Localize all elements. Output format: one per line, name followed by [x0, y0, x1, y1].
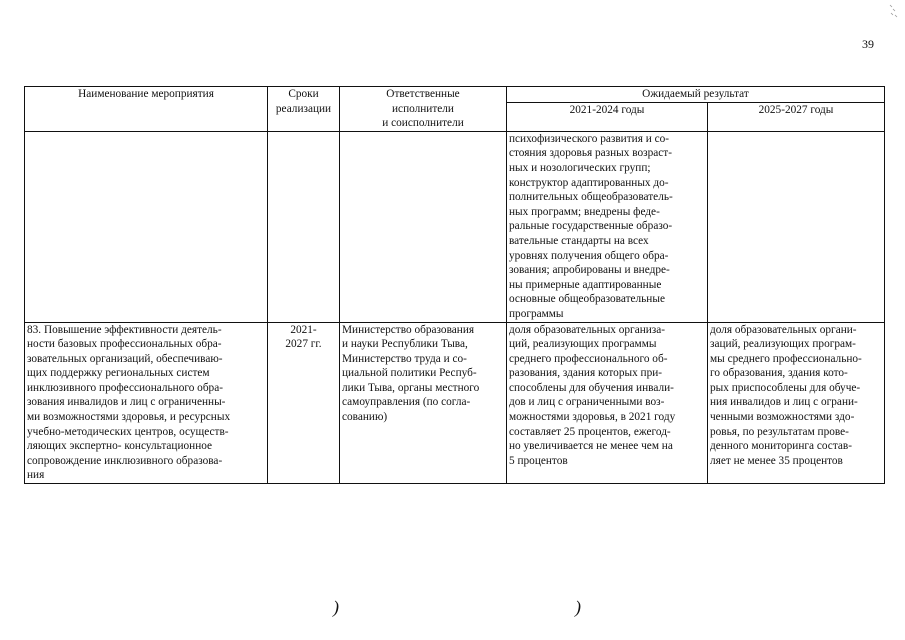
pen-mark-left: ) — [333, 597, 339, 617]
page-number: 39 — [862, 37, 874, 51]
cell-terms: 2021- 2027 гг. — [268, 322, 340, 484]
cell-result-2021-2024: доля образовательных организа- ций, реализующих программы среднего профессионального об- разования, здания которых при- способлены для обучения инвали- дов и лиц с ограниченными воз- можностями здоровья, в 2021 году составляет 25 процентов, ежегод- но увеличивается не менее чем на 5 процентов — [507, 322, 708, 484]
scan-artifact-icon — [888, 4, 898, 18]
pen-mark-right: ) — [575, 597, 581, 617]
activities-table — [24, 86, 885, 484]
table-row-83 — [25, 322, 885, 484]
cell-terms — [268, 131, 340, 322]
header-responsible: Ответственные исполнители и соисполнители — [340, 87, 507, 132]
header-expected-result: Ожидаемый результат — [507, 87, 885, 103]
header-period-2025-2027: 2025-2027 годы — [708, 103, 885, 132]
cell-responsible — [340, 131, 507, 322]
header-row — [25, 87, 885, 103]
header-terms: Сроки реализации — [268, 87, 340, 132]
header-name: Наименование мероприятия — [25, 87, 268, 132]
table-row-continuation — [25, 131, 885, 322]
cell-responsible: Министерство образования и науки Республики Тыва, Министерство труда и со- циальной политики Респуб- лики Тыва, органы местного самоуправления (по согла- сованию) — [340, 322, 507, 484]
cell-result-2025-2027: доля образовательных органи- заций, реализующих програм- мы среднего профессионально- го образования, здания кото- рых приспособлены для обуче- ния инвалидов и лиц с ограни- ченными возможностями здо- ровья, по результатам прове- денного мониторинга состав- ляет не менее 35 процентов — [708, 322, 885, 484]
cell-name — [25, 131, 268, 322]
header-period-2021-2024: 2021-2024 годы — [507, 103, 708, 132]
cell-result-2021-2024: психофизического развития и со- стояния здоровья разных возраст- ных и нозологических групп; конструктор адаптированных до- полнительных общеобразователь- ных программ; внедрены феде- ральные государственные образо- вательные стандарты на всех уровнях получения общего обра- зования; апробированы и внедре- ны примерные адаптированные основные общеобразовательные программы — [507, 131, 708, 322]
cell-name: 83. Повышение эффективности деятель- ности базовых профессиональных обра- зовательных организаций, обеспечиваю- щих поддержку региональных систем инклюзивного профессионального обра- зования инвалидов и лиц с ограниченны- ми возможностями здоровья, и ресурсных учебно-методических центров, осуществ- ляющих экспертно- консультационное сопровождение инклюзивного образова- ния — [25, 322, 268, 484]
cell-result-2025-2027 — [708, 131, 885, 322]
